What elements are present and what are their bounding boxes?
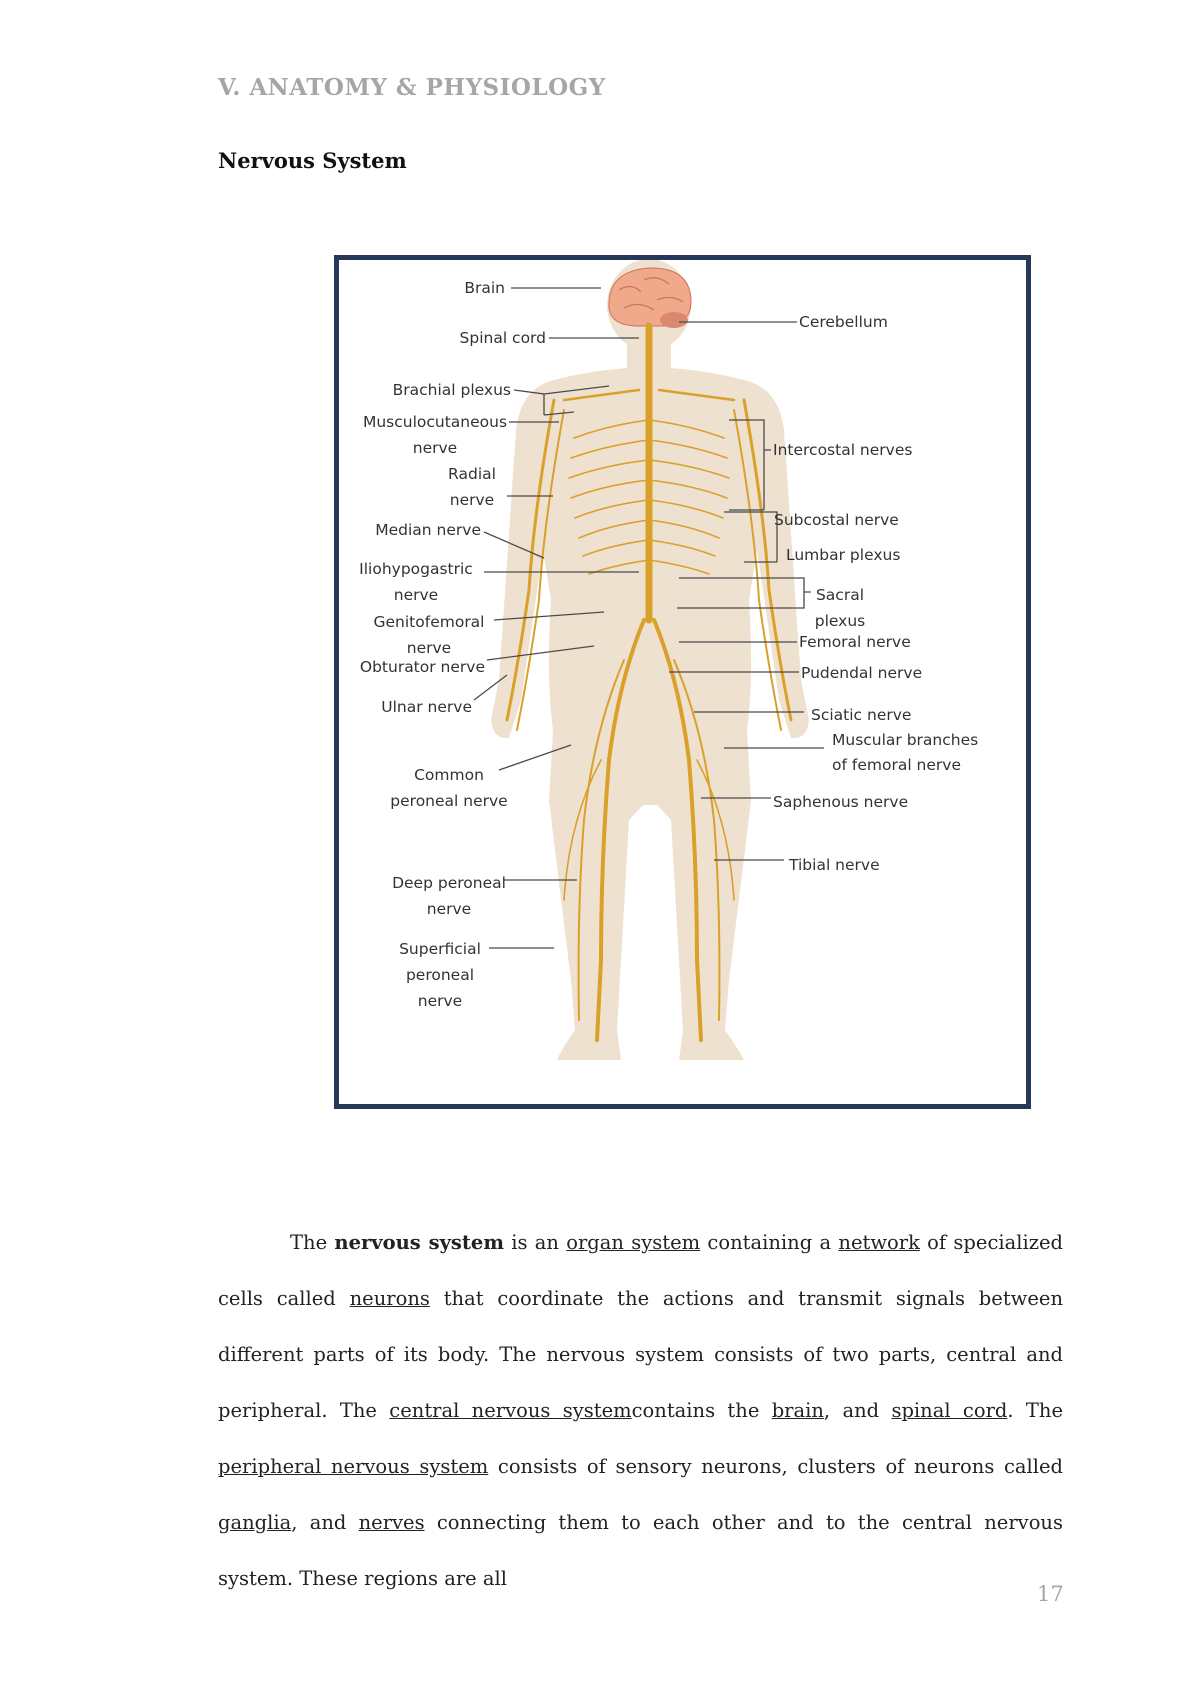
- link-central-nervous-system[interactable]: central nervous system: [389, 1399, 632, 1422]
- link-network[interactable]: network: [838, 1231, 920, 1254]
- label-superficial-peroneal-3: nerve: [417, 992, 463, 1010]
- label-ulnar-nerve: Ulnar nerve: [381, 698, 472, 716]
- label-muscular-branches-2: of femoral nerve: [832, 756, 961, 774]
- label-iliohypogastric-1: Iliohypogastric: [359, 560, 473, 578]
- label-sciatic-nerve: Sciatic nerve: [811, 706, 912, 724]
- label-sacral-2: plexus: [814, 612, 866, 630]
- label-musculocutaneous-2: nerve: [412, 439, 458, 457]
- label-intercostal-nerves: Intercostal nerves: [773, 441, 913, 459]
- body-paragraph: [218, 1215, 1063, 1607]
- nervous-system-figure: [334, 255, 1031, 1109]
- link-spinal-cord[interactable]: spinal cord: [891, 1399, 1008, 1422]
- text-run: , and: [823, 1399, 892, 1422]
- link-organ-system[interactable]: organ system: [566, 1231, 701, 1254]
- label-deep-peroneal-1: Deep peroneal: [392, 874, 506, 892]
- link-peripheral-nervous-system[interactable]: peripheral nervous system: [218, 1455, 489, 1478]
- label-median-nerve: Median nerve: [375, 521, 481, 539]
- label-cerebellum: Cerebellum: [799, 313, 888, 331]
- link-nerves[interactable]: nerves: [358, 1511, 425, 1534]
- nervous-system-diagram: [339, 260, 1026, 1104]
- text-run: , and: [291, 1511, 359, 1534]
- term-nervous-system: nervous system: [334, 1231, 504, 1254]
- label-pudendal-nerve: Pudendal nerve: [801, 664, 923, 682]
- label-radial-2: nerve: [449, 491, 495, 509]
- link-ganglia[interactable]: ganglia: [218, 1511, 292, 1534]
- text-run: . The: [1007, 1399, 1063, 1422]
- label-deep-peroneal-2: nerve: [426, 900, 472, 918]
- text-run: connecting them to each other and to the central nervous system. These regions are all: [218, 1511, 1063, 1590]
- link-brain[interactable]: brain: [771, 1399, 824, 1422]
- label-radial-1: Radial: [448, 465, 496, 483]
- label-tibial-nerve: Tibial nerve: [789, 856, 880, 874]
- label-brain: Brain: [464, 279, 505, 297]
- subheading-nervous-system: Nervous System: [218, 148, 407, 173]
- label-femoral-nerve: Femoral nerve: [799, 633, 911, 651]
- text-run: that coordinate the actions and transmit signals between different parts of its body. The nervous system consists of two parts, central and peripheral. The: [218, 1287, 1064, 1422]
- text-run: of specialized cells called: [218, 1231, 1064, 1310]
- page-number: 17: [1037, 1582, 1064, 1606]
- label-superficial-peroneal-2: peroneal: [405, 966, 475, 984]
- label-genitofemoral-2: nerve: [406, 639, 452, 657]
- label-common-peroneal-1: Common: [414, 766, 484, 784]
- section-header: V. ANATOMY & PHYSIOLOGY: [218, 74, 606, 101]
- text-run: is an: [503, 1231, 567, 1254]
- label-common-peroneal-2: peroneal nerve: [390, 792, 508, 810]
- brain-illustration: [609, 268, 691, 328]
- link-neurons[interactable]: neurons: [349, 1287, 430, 1310]
- label-sacral-1: Sacral: [815, 586, 865, 604]
- label-subcostal-nerve: Subcostal nerve: [774, 511, 899, 529]
- label-lumbar-plexus: Lumbar plexus: [786, 546, 901, 564]
- text-run: contains the: [631, 1399, 772, 1422]
- text-run: consists of sensory neurons, clusters of neurons called: [488, 1455, 1064, 1478]
- label-genitofemoral-1: Genitofemoral: [373, 613, 485, 631]
- label-spinal-cord: Spinal cord: [459, 329, 546, 347]
- text-run: The: [290, 1231, 335, 1254]
- label-muscular-branches-1: Muscular branches: [832, 731, 979, 749]
- label-musculocutaneous-1: Musculocutaneous: [362, 413, 508, 431]
- text-run: containing a: [700, 1231, 839, 1254]
- label-superficial-peroneal-1: Superficial: [399, 940, 481, 958]
- label-saphenous-nerve: Saphenous nerve: [773, 793, 909, 811]
- label-obturator-nerve: Obturator nerve: [359, 658, 485, 676]
- label-iliohypogastric-2: nerve: [393, 586, 439, 604]
- label-brachial-plexus: Brachial plexus: [392, 381, 511, 399]
